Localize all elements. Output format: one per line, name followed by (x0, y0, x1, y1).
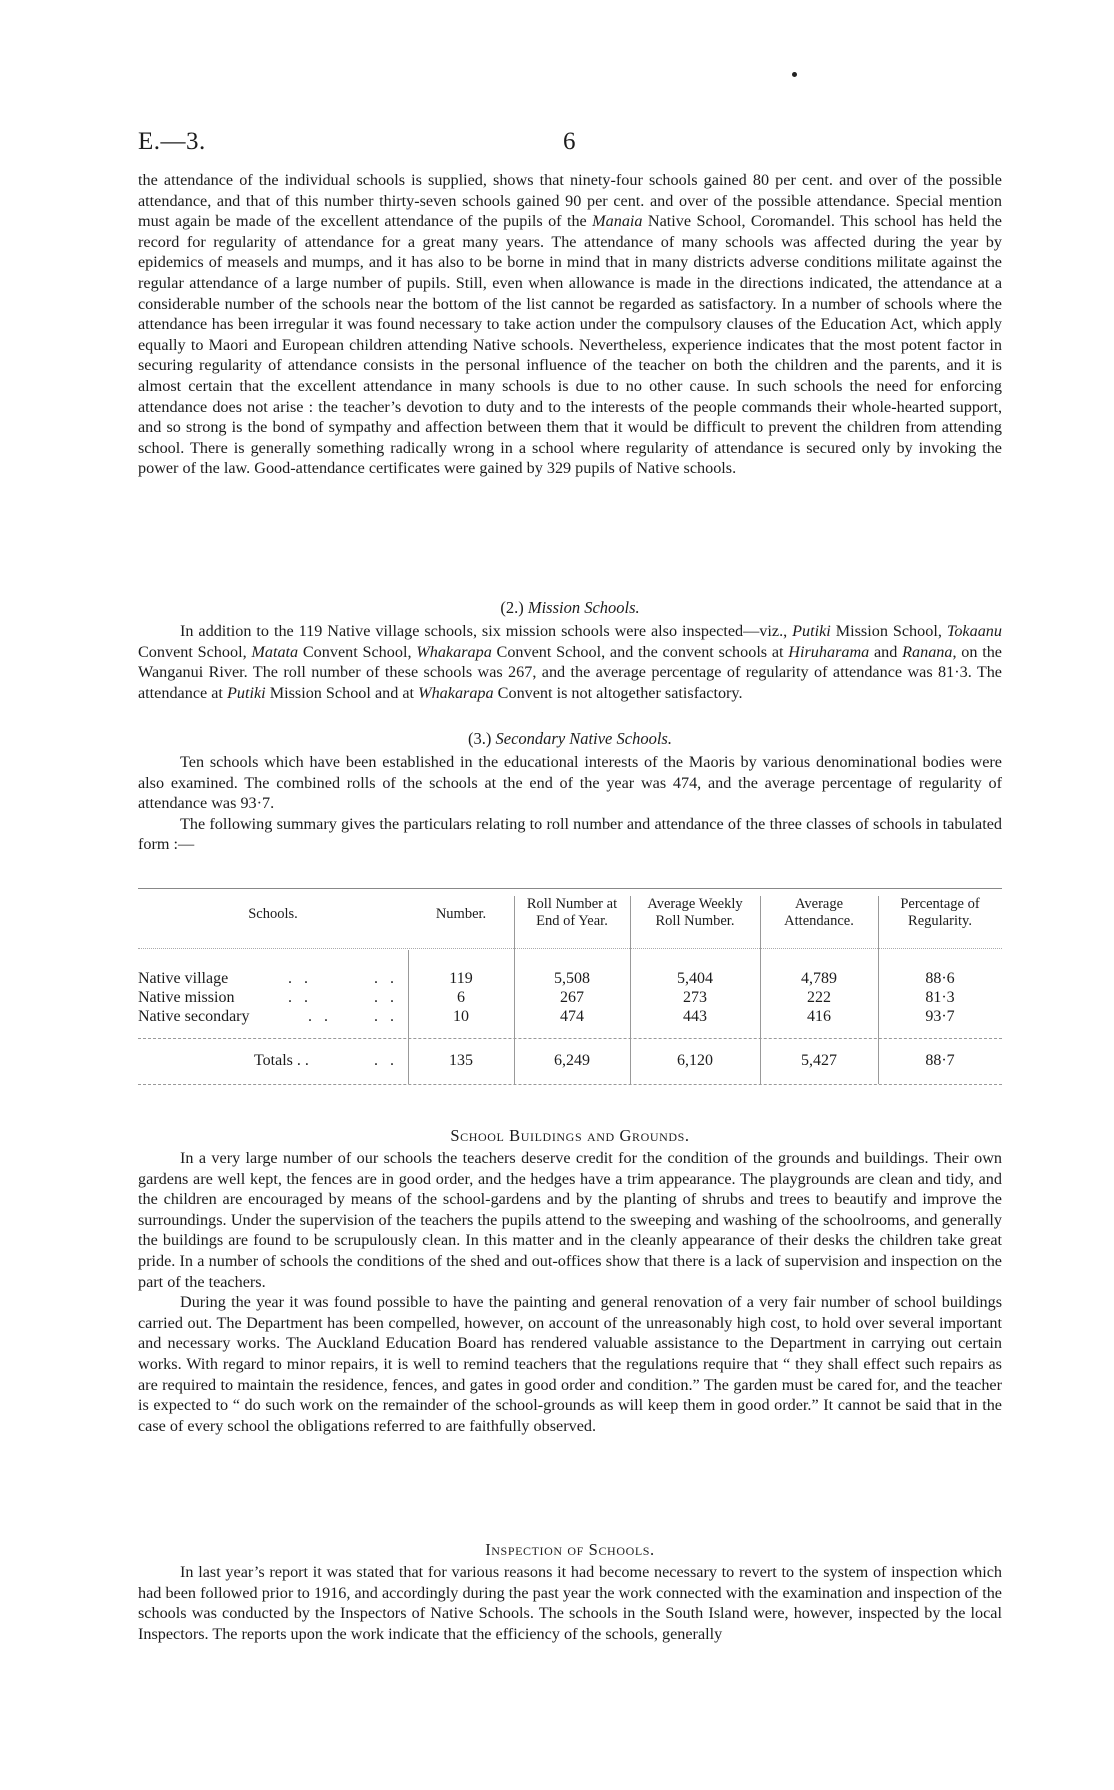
cell-regularity: 81·3 (925, 989, 955, 1006)
table-bottom-rule (138, 1084, 1002, 1085)
cell-roll: 267 (560, 989, 584, 1006)
inspection-heading: Inspection of Schools. (485, 1540, 655, 1559)
table-body-rule (138, 1038, 1002, 1039)
cell-weekly: 443 (683, 1008, 707, 1025)
cell-roll: 474 (560, 1008, 584, 1025)
totals-label: Totals . . (254, 1052, 309, 1069)
total-attendance: 5,427 (801, 1052, 837, 1069)
inspection-text: In last year’s report it was stated that for various reasons it had become necessary to revert to the system of inspection which had been followed prior to 1916, and accordingly during the past year the work connected with the examination and inspection of the schools was conducted by the Inspectors of Native Schools. The schools in the South Island were, however, inspected by the local Inspectors. The reports upon the work indicate that the efficiency of the schools, generally (138, 1563, 1002, 1643)
leader-dots: . . (374, 989, 398, 1006)
mission-schools-paragraph (138, 621, 1002, 703)
summary-intro-text: The following summary gives the particulars relating to roll number and attendance of the three classes of schools in tabulated form :— (138, 814, 1002, 854)
leader-dots: . . (374, 1008, 398, 1025)
cell-weekly: 5,404 (677, 970, 713, 987)
table-top-rule (138, 888, 1002, 889)
leader-dots: . . (374, 1052, 398, 1069)
total-number: 135 (449, 1052, 473, 1069)
row-label: Native mission (138, 989, 235, 1006)
attendance-text: the attendance of the individual schools is supplied, shows that ninety-four schools gained 80 per cent. and over of the possible attendance, and that of this number thirty-seven schools gained 90 per cent. and over of the possible attendance. Special mention must again be made of the excellent attendance of the pupils of the Manaia Native School, Coromandel. This school has held the record for regularity of attendance for a great many years. The attendance of many schools was affected during the year by epidemics of measels and mumps, and it has also to be borne in mind that in many districts adverse conditions militate against the regular attendance of a large number of pupils. Still, even when allowance is made in the directions indicated, the attendance at a considerable number of the schools near the bottom of the list cannot be regarded as satisfactory. In a number of schools where the attendance has been irregular it was found necessary to take action under the compulsory clauses of the Education Act, which apply equally to Maori and European children attending Native schools. Nevertheless, experience indicates that the most potent factor in securing regularity of attendance consists in the personal influence of the teacher on both the children and the parents, and it is almost certain that the excellent attendance in many schools is due to no other cause. In such schools the need for enforcing attendance does not arise : the teacher’s devotion to duty and to the interests of the people commands their whole-hearted support, and so strong is the bond of sympathy and affection between them that it would be difficult to prevent the children from attending school. There is generally something radically wrong in a school where regularity of attendance is secured only by invoking the power of the law. Good-attendance certificates were gained by 329 pupils of Native schools. (138, 171, 1002, 478)
school-name: Manaia (592, 212, 643, 231)
cell-number: 119 (449, 970, 473, 987)
ink-dot (792, 72, 797, 77)
total-roll: 6,249 (554, 1052, 590, 1069)
cell-weekly: 273 (683, 989, 707, 1006)
leader-dots: . . (374, 970, 398, 987)
mission-schools-text: In addition to the 119 Native village schools, six mission schools were also inspected—viz., Putiki Mission School, Tokaanu Convent School, Matata Convent School, Whakarapa Convent School, and the convent schools at Hiruharama and Ranana, on the Wanganui River. The roll number of these schools was 267, and the average percentage of regularity of attendance was 81·3. The attendance at Putiki Mission School and at Whakarapa Convent is not altogether satisfactory. (138, 622, 1002, 702)
row-label: Native village (138, 970, 229, 987)
table-header-rule (138, 948, 1002, 949)
cell-number: 6 (457, 989, 465, 1006)
cell-attendance: 4,789 (801, 970, 837, 987)
cell-attendance: 416 (807, 1008, 831, 1025)
leader-dots: . . (288, 970, 312, 987)
renovation-text: During the year it was found possible to have the painting and general renovation of a very fair number of school buildings carried out. The Department has been compelled, however, on account of the unreasonably high cost, to hold over several important and necessary works. The Auckland Education Board has rendered valuable assistance to the Department in carrying out certain works. With regard to minor repairs, it is well to remind teachers that the regulations require that “ they shall effect such repairs as are required to maintain the residence, fences, and gates in good order and condition.” The garden must be cared for, and the teacher is expected to “ do such work on the remainder of the school-grounds as will keep them in good order.” It cannot be said that in the case of every school the obligations referred to are faithfully observed. (138, 1293, 1002, 1435)
cell-number: 10 (453, 1008, 469, 1025)
header-average-attendance: Average Attendance. (784, 896, 854, 929)
leader-dots: . . (308, 1008, 332, 1025)
secondary-schools-paragraphs (138, 752, 1002, 855)
inspection-paragraph (138, 1562, 1002, 1644)
total-weekly: 6,120 (677, 1052, 713, 1069)
leader-dots: . . (288, 989, 312, 1006)
cell-attendance: 222 (807, 989, 831, 1006)
page-number: 6 (563, 128, 576, 155)
cell-regularity: 93·7 (925, 1008, 955, 1025)
buildings-paragraphs (138, 1148, 1002, 1436)
header-weekly-roll: Average Weekly Roll Number. (647, 896, 743, 929)
secondary-schools-heading: (3.) Secondary Native Schools. (468, 729, 672, 748)
buildings-text: In a very large number of our schools the teachers deserve credit for the condition of the grounds and buildings. Their own gardens are well kept, the fences are in good order, and the hedges have a trim appearance. The playgrounds are clean and tidy, and the children are encouraged by means of the school-gardens and by the planting of shrubs and trees to beautify and improve the surroundings. Under the supervision of the teachers the pupils attend to the sweeping and washing of the schoolrooms, and generally the buildings are found to be scrupulously clean. In this matter and in the cleanly appearance of their desks the children take great pride. In a number of schools the conditions of the shed and out-offices show that there is a lack of supervision and inspection on the part of the teachers. (138, 1149, 1002, 1291)
row-label: Native secondary (138, 1008, 250, 1025)
header-schools: Schools. (248, 906, 298, 922)
header-number: Number. (435, 906, 487, 922)
attendance-paragraph (138, 170, 1002, 479)
header-roll-number: Roll Number at End of Year. (526, 896, 618, 929)
buildings-heading: School Buildings and Grounds. (450, 1126, 690, 1145)
mission-schools-heading: (2.) Mission Schools. (500, 598, 640, 617)
document-reference: E.—3. (138, 128, 206, 155)
cell-regularity: 88·6 (925, 970, 955, 987)
total-regularity: 88·7 (925, 1052, 955, 1069)
attendance-summary-table (138, 888, 1002, 1100)
header-percentage-regularity: Percentage of Regularity. (900, 896, 980, 929)
cell-roll: 5,508 (554, 970, 590, 987)
secondary-schools-text: Ten schools which have been established in the educational interests of the Maoris by various denominational bodies were also examined. The combined rolls of the schools at the end of the year was 474, and the average percentage of regularity of attendance was 93·7. (138, 753, 1002, 813)
